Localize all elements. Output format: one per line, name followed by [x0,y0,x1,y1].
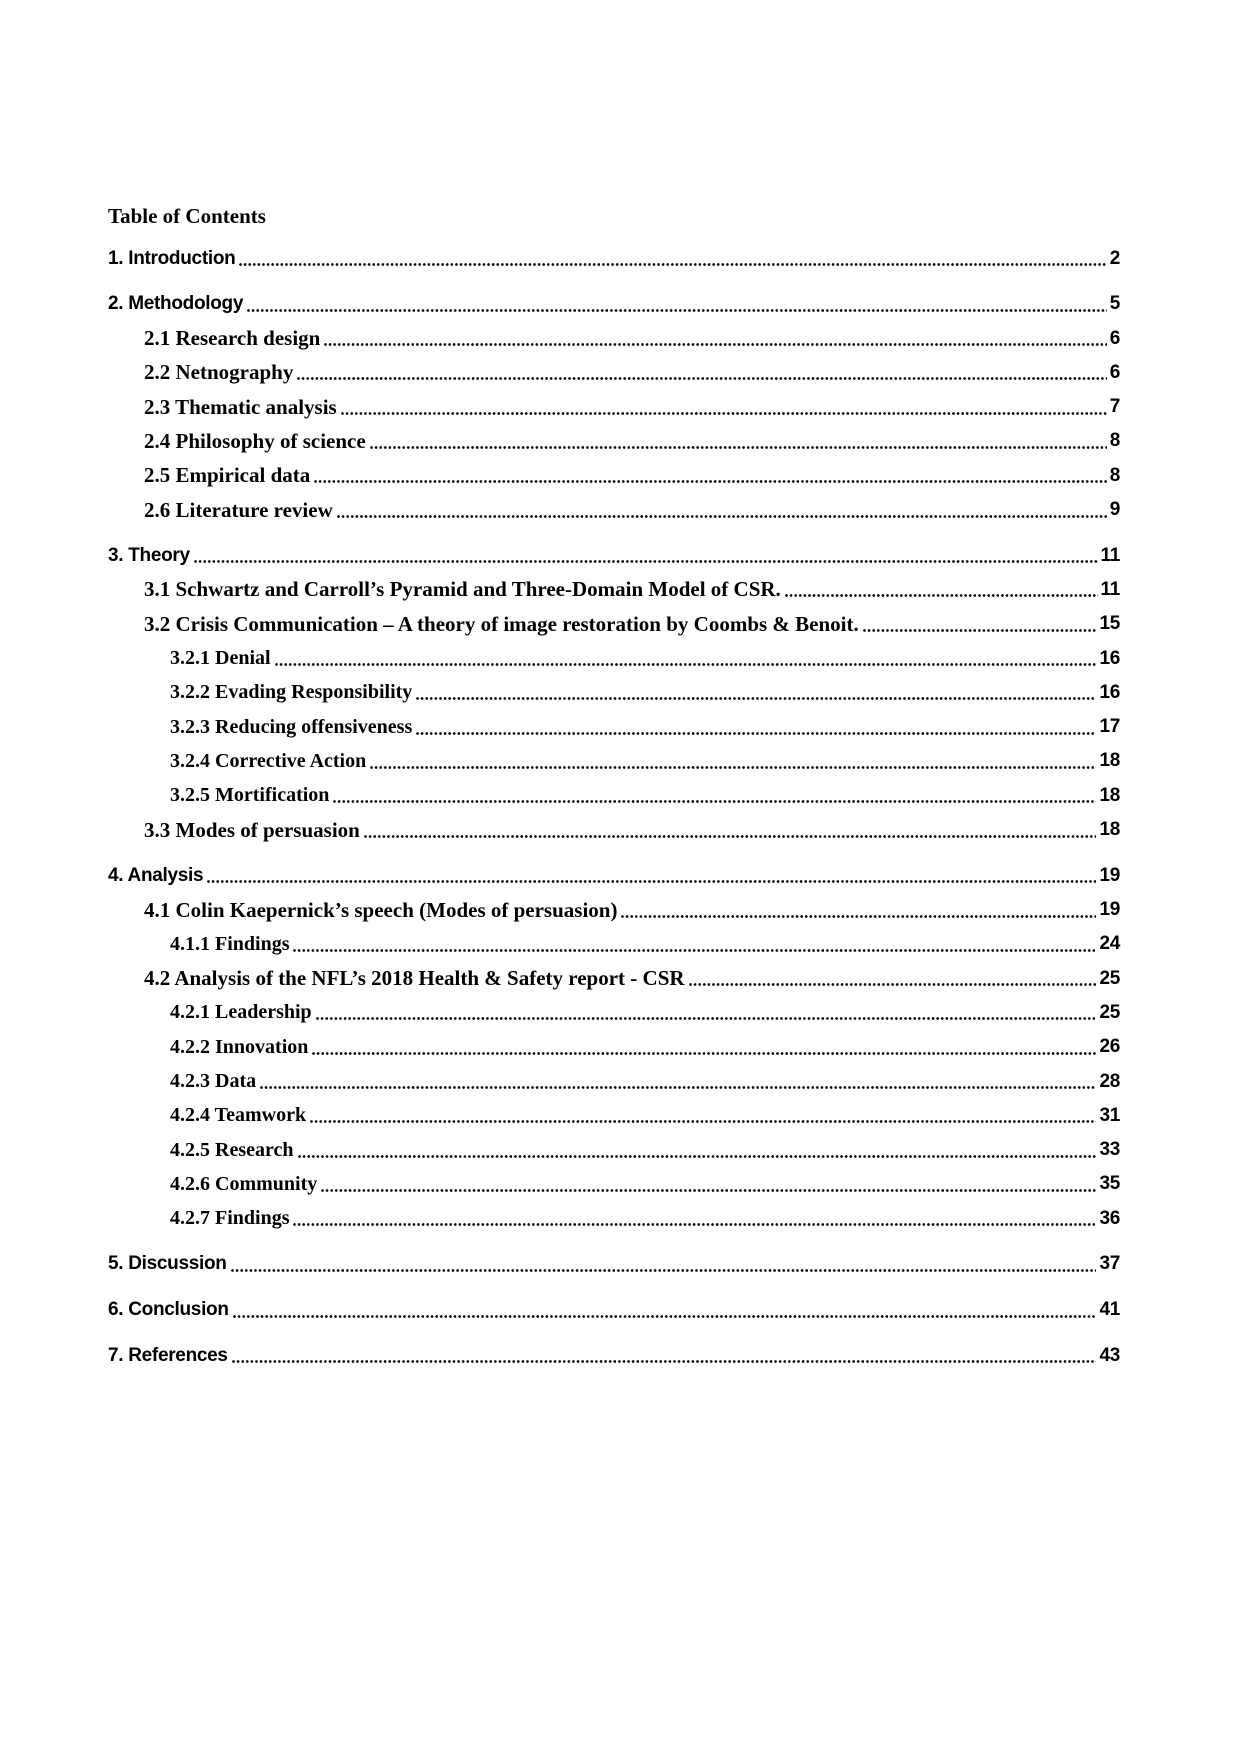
toc-entry-page: 24 [1099,933,1120,955]
dot-leader [275,663,1097,666]
toc-entry[interactable] [108,1293,1120,1327]
toc-entry-page: 8 [1109,430,1120,452]
toc-entry[interactable] [170,996,1120,1030]
toc-entry-label: 4.2.2 Innovation [170,1035,309,1058]
toc-entry[interactable] [144,962,1120,996]
toc-entry[interactable] [144,813,1120,847]
toc-entry-page: 16 [1099,647,1120,669]
dot-leader [341,412,1107,415]
toc-entry-page: 19 [1099,899,1120,921]
toc-entry-page: 25 [1099,967,1120,989]
toc-entry-label: 3.2 Crisis Communication – A theory of image restoration by Coombs & Benoit. [144,611,859,636]
toc-entry-label: 3.1 Schwartz and Carroll’s Pyramid and Three-Domain Model of CSR. [144,577,781,602]
toc-entry-label: 3.2.1 Denial [170,647,271,670]
toc-entry[interactable] [108,241,1120,275]
dot-leader [239,263,1106,266]
toc-entry-label: 3.2.2 Evading Responsibility [170,681,413,704]
toc-entry[interactable] [108,287,1120,321]
dot-leader [293,1223,1096,1226]
dot-leader [310,1120,1096,1123]
toc-entry-page: 18 [1099,784,1120,806]
toc-entry-page: 16 [1099,681,1120,703]
toc-entry-label: 2.2 Netnography [144,360,294,385]
dot-leader [314,480,1106,483]
toc-entry[interactable] [144,321,1120,355]
toc-entry-label: 4.2.6 Community [170,1172,318,1195]
dot-leader [416,697,1096,700]
toc-entry-page: 33 [1099,1139,1120,1161]
toc-entry-page: 11 [1100,544,1120,566]
dot-leader [337,515,1107,518]
toc-entry-label: 5. Discussion [108,1253,227,1275]
toc-entry[interactable] [170,1133,1120,1167]
toc-entry-page: 11 [1100,578,1120,600]
toc-entry-label: 4. Analysis [108,864,204,886]
toc-entry-page: 35 [1099,1173,1120,1195]
dot-leader [312,1052,1096,1055]
toc-entry-label: 2.4 Philosophy of science [144,428,366,453]
toc-entry[interactable] [144,459,1120,493]
dot-leader [333,800,1096,803]
toc-entry-page: 18 [1099,819,1120,841]
toc-entry[interactable] [108,539,1120,573]
toc-entry-label: 3.2.3 Reducing offensiveness [170,715,413,738]
toc-entry-label: 4.2.3 Data [170,1070,257,1093]
toc-entry-label: 4.2 Analysis of the NFL’s 2018 Health & Safety report - CSR [144,966,685,991]
toc-entry[interactable] [170,710,1120,744]
toc-title: Table of Contents [108,204,266,228]
toc-entry-label: 4.2.7 Findings [170,1207,290,1230]
toc-entry-page: 31 [1099,1104,1120,1126]
toc-entry[interactable] [144,893,1120,927]
toc-entry[interactable] [170,1030,1120,1064]
dot-leader [316,1017,1097,1020]
toc-entry-label: 7. References [108,1344,228,1366]
toc-entry[interactable] [170,641,1120,675]
toc-entry-page: 28 [1099,1070,1120,1092]
toc-entry-page: 5 [1109,293,1120,315]
dot-leader [297,377,1106,380]
toc-entry-page: 2 [1109,247,1120,269]
toc-entry-page: 17 [1099,716,1120,738]
toc-entry-page: 26 [1099,1036,1120,1058]
toc-entry[interactable] [144,493,1120,527]
toc-entry-label: 4.2.4 Teamwork [170,1104,307,1127]
toc-entry-page: 7 [1109,396,1120,418]
toc-entry[interactable] [144,607,1120,641]
toc-entry[interactable] [144,424,1120,458]
toc-list [108,241,1120,1373]
dot-leader [233,1315,1097,1318]
toc-entry-page: 37 [1099,1253,1120,1275]
toc-entry[interactable] [144,390,1120,424]
toc-entry[interactable] [170,1064,1120,1098]
toc-entry-label: 3. Theory [108,544,190,566]
dot-leader [232,1360,1097,1363]
toc-entry-label: 2. Methodology [108,293,244,315]
toc-entry-page: 19 [1099,864,1120,886]
toc-entry-page: 25 [1099,1001,1120,1023]
dot-leader [364,835,1097,838]
dot-leader [689,983,1097,986]
toc-entry[interactable] [108,859,1120,893]
toc-entry[interactable] [170,779,1120,813]
toc-entry-label: 2.6 Literature review [144,497,333,522]
toc-entry-page: 18 [1099,750,1120,772]
toc-entry[interactable] [144,573,1120,607]
dot-leader [260,1086,1096,1089]
dot-leader [370,766,1096,769]
dot-leader [247,309,1107,312]
toc-entry[interactable] [144,356,1120,390]
toc-entry-page: 15 [1099,613,1120,635]
toc-entry-page: 6 [1109,327,1120,349]
toc-entry-label: 4.2.1 Leadership [170,1001,312,1024]
toc-entry-label: 4.2.5 Research [170,1138,294,1161]
dot-leader [324,343,1106,346]
toc-entry[interactable] [108,1339,1120,1373]
toc-entry[interactable] [170,1167,1120,1201]
toc-entry-page: 8 [1109,464,1120,486]
toc-entry-label: 2.3 Thematic analysis [144,394,337,419]
toc-entry[interactable] [170,676,1120,710]
toc-entry-label: 6. Conclusion [108,1299,229,1321]
toc-entry-label: 3.2.4 Corrective Action [170,749,367,772]
toc-entry-page: 41 [1099,1299,1120,1321]
dot-leader [194,560,1098,563]
toc-entry-label: 3.3 Modes of persuasion [144,817,360,842]
dot-leader [370,446,1107,449]
toc-entry-label: 4.1.1 Findings [170,932,290,955]
toc-entry-label: 1. Introduction [108,247,236,269]
toc-entry-page: 9 [1109,499,1120,520]
toc-entry-label: 3.2.5 Mortification [170,784,330,807]
dot-leader [416,732,1096,735]
toc-entry[interactable] [108,1247,1120,1281]
dot-leader [293,949,1096,952]
toc-entry[interactable] [170,1099,1120,1133]
dot-leader [298,1155,1097,1158]
dot-leader [321,1189,1096,1192]
dot-leader [863,629,1097,632]
toc-entry-page: 43 [1099,1344,1120,1366]
toc-entry-page: 36 [1099,1207,1120,1229]
dot-leader [621,915,1096,918]
toc-entry-label: 4.1 Colin Kaepernick’s speech (Modes of persuasion) [144,897,618,922]
toc-entry[interactable] [170,1202,1120,1236]
dot-leader [785,594,1098,597]
toc-entry-label: 2.1 Research design [144,326,321,351]
toc-entry[interactable] [170,744,1120,778]
toc-entry-label: 2.5 Empirical data [144,463,311,488]
toc-entry[interactable] [170,927,1120,961]
dot-leader [231,1269,1097,1272]
dot-leader [207,880,1096,883]
toc-entry-page: 6 [1109,361,1120,383]
